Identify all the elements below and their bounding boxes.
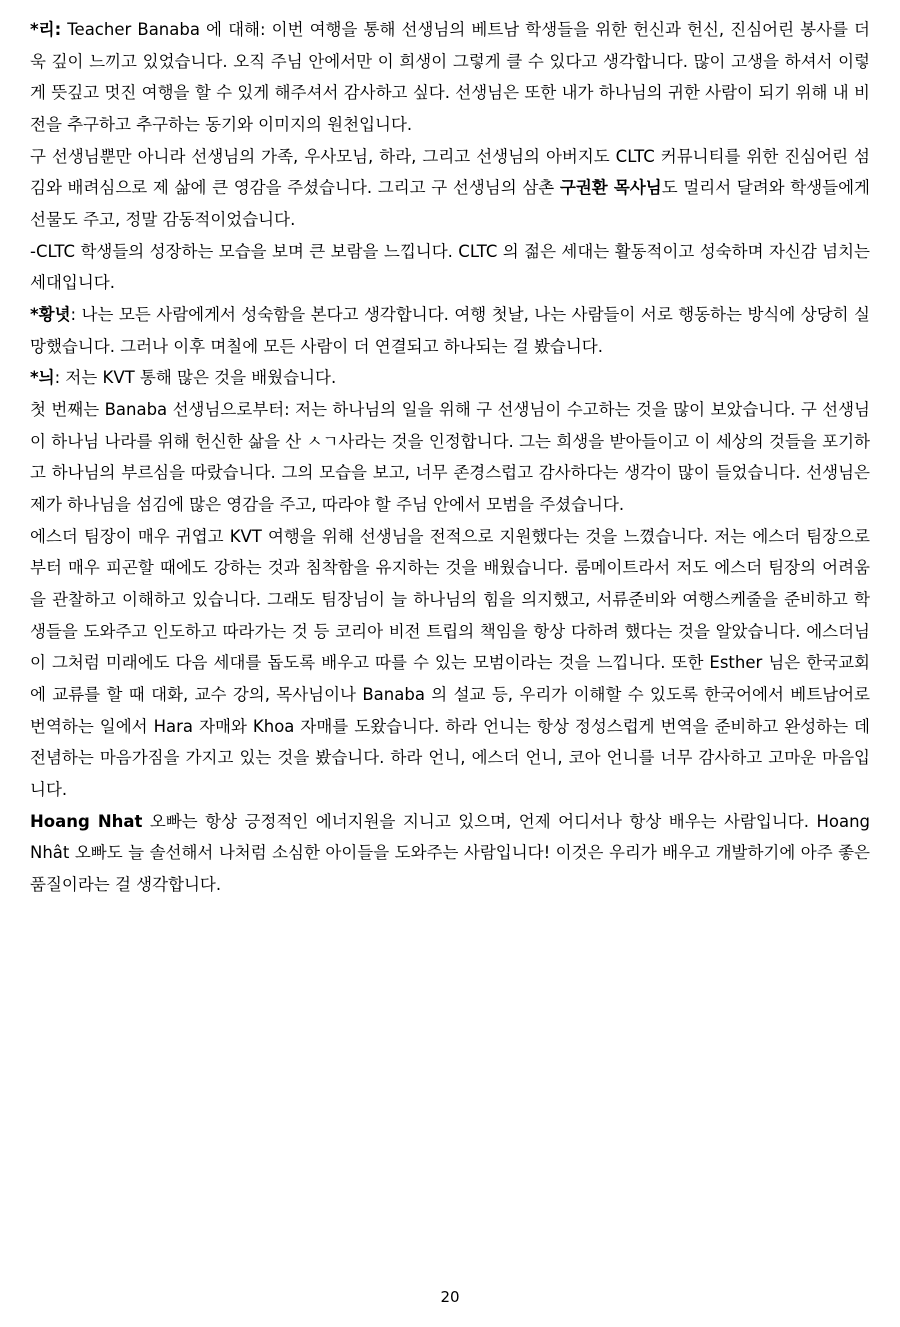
paragraph-1 [30, 14, 870, 141]
paragraph-2 [30, 141, 870, 236]
paragraph-8-text: 오빠는 항상 긍정적인 에너지원을 지니고 있으며, 언제 어디서나 항상 배우는 사람입니다. Hoang Nhât 오빠도 늘 솔선해서 나처럼 소심한 아이들을 도와주는 사람입니다! 이것은 우리가 배우고 개발하기에 아주 좋은 품질이라는 걸 생각합니다. [30, 811, 870, 895]
paragraph-4 [30, 299, 870, 362]
paragraph-3 [30, 236, 870, 299]
paragraph-8-lead: Hoang Nhat [30, 811, 143, 831]
paragraph-1-text: Teacher Banaba 에 대해: 이번 여행을 통해 선생님의 베트남 학생들을 위한 헌신과 헌신, 진심어린 봉사를 더욱 깊이 느끼고 있었습니다. 오직 주님 안에서만 이 희생이 그렇게 클 수 있다고 생각합니다. 많이 고생을 하셔서 이렇게 뜻깊고 멋진 여행을 할 수 있게 해주셔서 감사하고 싶다. 선생님은 또한 내가 하나님의 귀한 사람이 되기 위해 내 비전을 추구하고 추구하는 동기와 이미지의 원천입니다. [30, 20, 870, 135]
paragraph-4-lead: *황녓 [30, 305, 71, 325]
paragraph-6 [30, 394, 870, 521]
document-body [30, 14, 870, 901]
paragraph-5 [30, 362, 870, 394]
paragraph-2-text-cont: 도 멀리서 달려와 학생들에게 선물도 주고, 정말 감동적이었습니다. [30, 178, 870, 230]
paragraph-2-bold: 구권환 목사님 [559, 178, 662, 198]
paragraph-4-text: : 나는 모든 사람에게서 성숙함을 본다고 생각합니다. 여행 첫날, 나는 사람들이 서로 행동하는 방식에 상당히 실망했습니다. 그러나 이후 며칠에 모든 사람이 더 연결되고 하나되는 걸 봤습니다. [30, 305, 870, 356]
paragraph-2-text: 구 선생님뿐만 아니라 선생님의 가족, 우사모님, 하라, 그리고 선생님의 아버지도 CLTC 커뮤니티를 위한 진심어린 섬김와 배려심으로 제 삶에 큰 영감을 주셨습니다. 그리고 구 선생님의 삼촌 [30, 146, 870, 198]
paragraph-8 [30, 806, 870, 901]
paragraph-6-text: 첫 번째는 Banaba 선생님으로부터: 저는 하나님의 일을 위해 구 선생님이 수고하는 것을 많이 보았습니다. 구 선생님이 하나님 나라를 위해 헌신한 삶을 산 ㅅㄱ사라는 것을 인정합니다. 그는 희생을 받아들이고 이 세상의 것들을 포기하고 하나님의 부르심을 따랐습니다. 그의 모습을 보고, 너무 존경스럽고 감사하다는 생각이 많이 들었습니다. 선생님은 제가 하나님을 섬김에 많은 영감을 주고, 따라야 할 주님 안에서 모범을 주셨습니다. [30, 400, 870, 515]
paragraph-5-lead: *늬 [30, 368, 55, 388]
page-number: 20 [440, 1288, 460, 1306]
paragraph-7 [30, 521, 870, 806]
paragraph-7-text: 에스더 팀장이 매우 귀엽고 KVT 여행을 위해 선생님을 전적으로 지원했다는 것을 느꼈습니다. 저는 에스더 팀장으로부터 매우 피곤할 때에도 강하는 것과 침착함을 유지하는 것을 배웠습니다. 룸메이트라서 저도 에스더 팀장의 어려움을 관찰하고 이해하고 있습니다. 그래도 팀장님이 늘 하나님의 힘을 의지했고, 서류준비와 여행스케줄을 준비하고 학생들을 도와주고 인도하고 따라가는 것 등 코리아 비전 트립의 책임을 항상 다하려 했다는 것을 알았습니다. 에스더님이 그처럼 미래에도 다음 세대를 돕도록 배우고 따를 수 있는 모범이라는 것을 느낍니다. 또한 Esther 님은 한국교회에 교류를 할 때 대화, 교수 강의, 목사님이나 Banaba 의 설교 등, 우리가 이해할 수 있도록 한국어에서 베트남어로 번역하는 일에서 Hara 자매와 Khoa 자매를 도왔습니다. 하라 언니는 항상 정성스럽게 번역을 준비하고 완성하는 데 전념하는 마음가짐을 가지고 있는 것을 봤습니다. 하라 언니, 에스더 언니, 코아 언니를 너무 감사하고 고마운 마음입니다. [30, 526, 870, 800]
paragraph-5-text: : 저는 KVT 통해 많은 것을 배웠습니다. [54, 368, 337, 388]
paragraph-1-lead: *리: [30, 20, 62, 39]
paragraph-3-text: -CLTC 학생들의 성장하는 모습을 보며 큰 보람을 느낍니다. CLTC 의 젊은 세대는 활동적이고 성숙하며 자신감 넘치는 세대입니다. [30, 241, 870, 293]
